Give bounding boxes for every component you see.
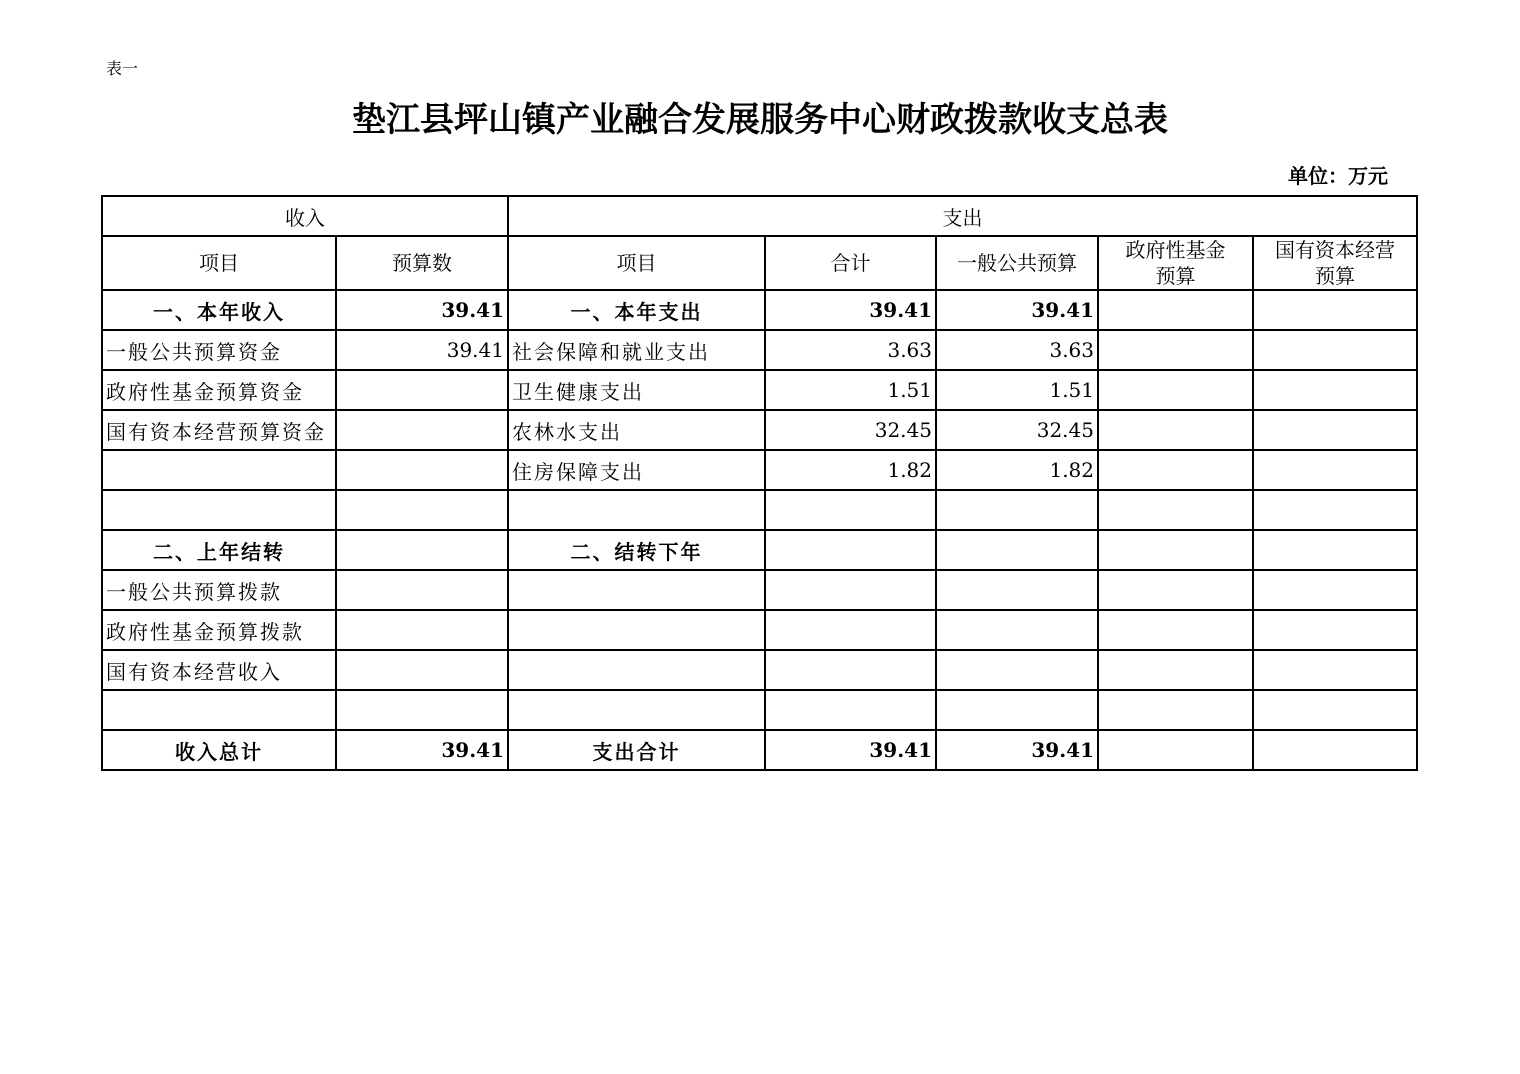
fund-budget-cell <box>1098 570 1253 610</box>
state-capital-cell <box>1253 490 1417 530</box>
table-row <box>102 450 1417 490</box>
income-budget-cell <box>336 690 508 730</box>
income-item-cell: 二、上年结转 <box>102 530 336 570</box>
total-header: 合计 <box>765 236 936 290</box>
income-budget-cell <box>336 370 508 410</box>
state-capital-cell <box>1253 610 1417 650</box>
table-row <box>102 330 1417 370</box>
table-row <box>102 490 1417 530</box>
general-budget-cell: 3.63 <box>936 330 1098 370</box>
table-row <box>102 610 1417 650</box>
table-row <box>102 730 1417 770</box>
fund-budget-header <box>1098 236 1253 290</box>
general-budget-cell: 39.41 <box>936 730 1098 770</box>
income-item-cell: 一般公共预算资金 <box>102 330 336 370</box>
table-row <box>102 410 1417 450</box>
fund-budget-cell <box>1098 610 1253 650</box>
income-item-cell: 政府性基金预算资金 <box>102 370 336 410</box>
general-budget-cell <box>936 570 1098 610</box>
fund-budget-cell <box>1098 650 1253 690</box>
general-budget-cell: 1.51 <box>936 370 1098 410</box>
expense-item-cell: 社会保障和就业支出 <box>508 330 765 370</box>
table-number: 表一 <box>106 59 139 78</box>
total-cell <box>765 610 936 650</box>
income-item-cell: 国有资本经营预算资金 <box>102 410 336 450</box>
state-capital-header <box>1253 236 1417 290</box>
expense-item-cell <box>508 690 765 730</box>
total-cell: 3.63 <box>765 330 936 370</box>
state-capital-cell <box>1253 330 1417 370</box>
total-cell <box>765 650 936 690</box>
table-row <box>102 690 1417 730</box>
general-budget-cell <box>936 690 1098 730</box>
state-header-line2: 预算 <box>1315 264 1356 288</box>
fund-budget-cell <box>1098 410 1253 450</box>
expense-item-cell <box>508 490 765 530</box>
state-capital-cell <box>1253 530 1417 570</box>
expense-item-cell <box>508 610 765 650</box>
general-budget-header: 一般公共预算 <box>936 236 1098 290</box>
table-row <box>102 570 1417 610</box>
total-cell <box>765 490 936 530</box>
group-header-row <box>102 196 1417 236</box>
income-budget-header: 预算数 <box>336 236 508 290</box>
fund-budget-cell <box>1098 690 1253 730</box>
expense-header: 支出 <box>508 196 1417 236</box>
total-cell: 39.41 <box>765 730 936 770</box>
column-header-row <box>102 236 1417 290</box>
income-budget-cell: 39.41 <box>336 730 508 770</box>
total-cell <box>765 530 936 570</box>
state-capital-cell <box>1253 730 1417 770</box>
state-capital-cell <box>1253 690 1417 730</box>
total-cell: 32.45 <box>765 410 936 450</box>
table-row <box>102 290 1417 330</box>
general-budget-cell <box>936 650 1098 690</box>
state-capital-cell <box>1253 410 1417 450</box>
total-cell: 1.82 <box>765 450 936 490</box>
general-budget-cell <box>936 490 1098 530</box>
expense-item-cell: 卫生健康支出 <box>508 370 765 410</box>
expense-item-cell: 一、本年支出 <box>508 290 765 330</box>
income-budget-cell <box>336 570 508 610</box>
general-budget-cell <box>936 530 1098 570</box>
fund-budget-cell <box>1098 370 1253 410</box>
expense-item-cell <box>508 650 765 690</box>
general-budget-cell: 39.41 <box>936 290 1098 330</box>
expense-item-cell: 住房保障支出 <box>508 450 765 490</box>
fund-header-line1: 政府性基金 <box>1125 238 1226 262</box>
fund-budget-cell <box>1098 330 1253 370</box>
income-item-header: 项目 <box>102 236 336 290</box>
budget-summary-table <box>101 195 1418 771</box>
income-budget-cell <box>336 530 508 570</box>
income-item-cell: 国有资本经营收入 <box>102 650 336 690</box>
income-item-cell: 收入总计 <box>102 730 336 770</box>
total-cell: 1.51 <box>765 370 936 410</box>
total-cell <box>765 570 936 610</box>
fund-header-line2: 预算 <box>1155 264 1196 288</box>
general-budget-cell: 32.45 <box>936 410 1098 450</box>
income-budget-cell <box>336 490 508 530</box>
income-item-cell <box>102 450 336 490</box>
unit-label: 单位：万元 <box>1288 164 1388 188</box>
income-budget-cell: 39.41 <box>336 330 508 370</box>
expense-item-cell: 二、结转下年 <box>508 530 765 570</box>
income-item-cell <box>102 690 336 730</box>
expense-item-cell: 农林水支出 <box>508 410 765 450</box>
state-capital-cell <box>1253 290 1417 330</box>
income-item-cell: 政府性基金预算拨款 <box>102 610 336 650</box>
income-header: 收入 <box>102 196 508 236</box>
fund-budget-cell <box>1098 450 1253 490</box>
state-capital-cell <box>1253 370 1417 410</box>
income-item-cell <box>102 490 336 530</box>
general-budget-cell <box>936 610 1098 650</box>
income-budget-cell <box>336 650 508 690</box>
income-item-cell: 一、本年收入 <box>102 290 336 330</box>
total-cell <box>765 690 936 730</box>
state-capital-cell <box>1253 450 1417 490</box>
expense-item-header: 项目 <box>508 236 765 290</box>
table-row <box>102 650 1417 690</box>
page-title: 垫江县坪山镇产业融合发展服务中心财政拨款收支总表 <box>352 100 1168 140</box>
state-capital-cell <box>1253 650 1417 690</box>
table-row <box>102 530 1417 570</box>
fund-budget-cell <box>1098 530 1253 570</box>
total-cell: 39.41 <box>765 290 936 330</box>
table-row <box>102 370 1417 410</box>
income-budget-cell <box>336 450 508 490</box>
fund-budget-cell <box>1098 730 1253 770</box>
general-budget-cell: 1.82 <box>936 450 1098 490</box>
income-item-cell: 一般公共预算拨款 <box>102 570 336 610</box>
fund-budget-cell <box>1098 290 1253 330</box>
income-budget-cell <box>336 610 508 650</box>
state-capital-cell <box>1253 570 1417 610</box>
expense-item-cell <box>508 570 765 610</box>
income-budget-cell <box>336 410 508 450</box>
fund-budget-cell <box>1098 490 1253 530</box>
expense-item-cell: 支出合计 <box>508 730 765 770</box>
income-budget-cell: 39.41 <box>336 290 508 330</box>
state-header-line1: 国有资本经营 <box>1275 238 1396 262</box>
